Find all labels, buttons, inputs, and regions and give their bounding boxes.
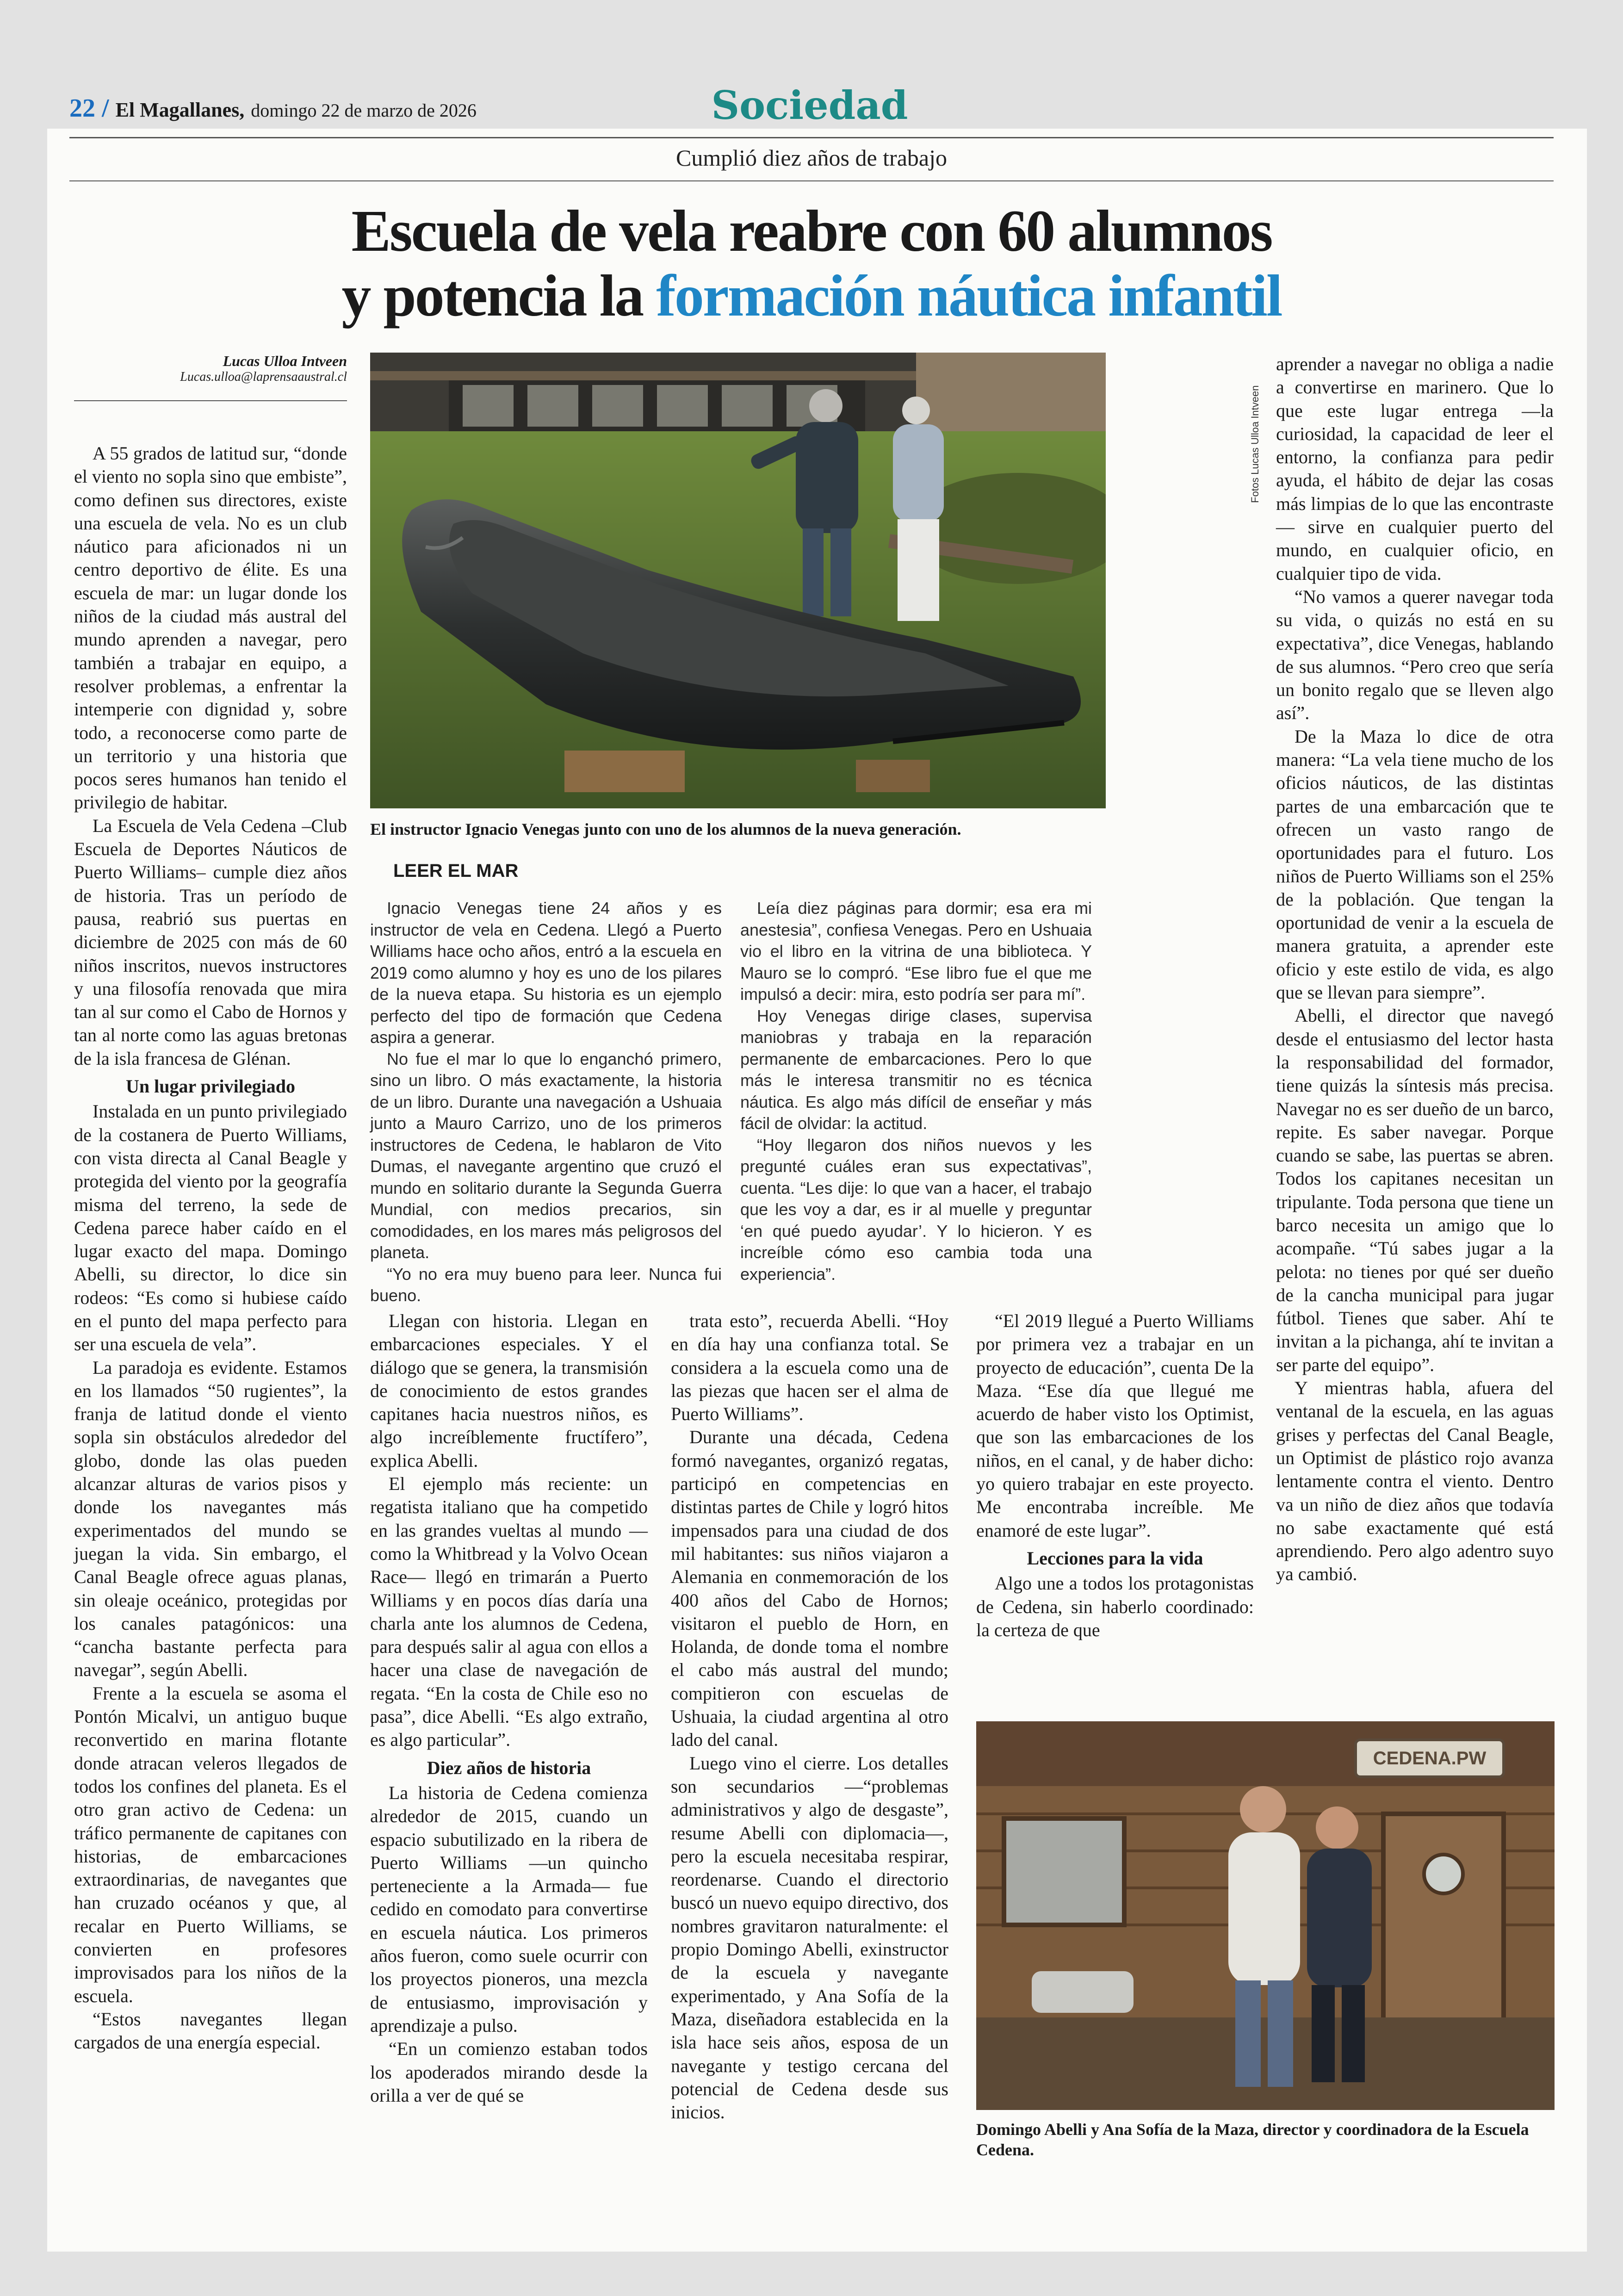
headline-plain: y potencia la xyxy=(341,263,657,329)
paragraph: Durante una década, Cedena formó navegantes, organizó regatas, participó en competencias en distintas partes de Chile y logró hitos impensados para una ciudad de dos mil habitantes: sus niños viajaron a Alemania en conmemoración de los 400 años del Cabo de Hornos; visitaron el pueblo de Horn, en Holanda, de donde toma el nombre el cabo más austral del mundo; compitieron con escuelas de Ushuaia, la ciudad argentina al otro lado del canal. xyxy=(671,1427,948,1750)
page-number: 22 xyxy=(69,94,95,123)
second-photo xyxy=(976,1721,1555,2110)
paragraph: Leía diez páginas para dormir; esa era mi anestesia”, confiesa Venegas. Pero en Ushuaia vio el libro en la vitrina de una biblioteca. Y Mauro se lo compró. “Ese libro fue el que me impulsó a decir: mira, esto podría ser para mí”. xyxy=(740,899,1092,1004)
paragraph: La paradoja es evidente. Estamos en los llamados “50 rugientes”, la franja de latitud donde el viento sopla sin obstáculos alrededor del globo, donde las olas pueden alcanzar alturas de varios pisos y donde los navegantes más experimentados del mundo se juegan la vida. Sin embargo, el Canal Beagle ofrece aguas planas, sin oleaje oceánico, protegidas por los canales patagónicos: una “cancha bastante perfecta para navegar”, según Abelli. xyxy=(74,1357,347,1681)
paragraph: Instalada en un punto privilegiado de la costanera de Puerto Williams, con vista directa al Canal Beagle y protegida del viento por la geografía misma del terreno, la sede de Cedena parece haber caído en el lugar exacto del mapa. Domingo Abelli, su director, lo dice sin rodeos: “Es como si hubiese caído en el punto del mapa perfecto para ser una escuela de vela”. xyxy=(74,1101,347,1355)
paragraph: La Escuela de Vela Cedena –Club Escuela de Deportes Náuticos de Puerto Williams– cumple diez años de historia. Tras un período de pausa, reabrió sus puertas en diciembre de 2025 con más de 60 niños inscritos, nuevos instructores y una filosofía renovada que mira tan al sur como el Cabo de Hornos y tan al norte como las aguas bretonas de la isla francesa de Glénan. xyxy=(74,815,347,1069)
paragraph: No fue el mar lo que lo enganchó primero, sino un libro. O más exactamente, la historia de un libro. Durante una navegación a Ushuaia junto a Mauro Carrizo, uno de los primeros instructores de Cedena, le hablaron de Vito Dumas, el navegante argentino que cruzó el mundo en solitario durante la Segunda Guerra Mundial, con medios precarios, sin comodidades, en los mares más peligrosos del planeta. xyxy=(370,1049,722,1262)
sidebar-title: LEER EL MAR xyxy=(393,861,519,881)
paragraph: “Yo no era muy bueno para leer. Nunca fui bueno. xyxy=(370,1264,722,1305)
paragraph: A 55 grados de latitud sur, “donde el viento no sopla sino que embiste”, como definen sus directores, existe una escuela de vela. No es un club náutico para aficionados ni un centro deportivo de élite. Es una escuela de mar: un lugar donde los niños de la ciudad más austral del mundo aprenden a navegar, pero también a trabajar en equipo, a resolver problemas, a enfrentar la intemperie con dignidad y, sobre todo, a reconocerse como parte de un territorio y una historia que pocos seres humanos han tenido el privilegio de habitar. xyxy=(74,443,347,813)
headline-line-1: Escuela de vela reabre con 60 alumnos xyxy=(351,198,1272,264)
paragraph: Ignacio Venegas tiene 24 años y es instructor de vela en Cedena. Llegó a Puerto Williams hace ocho años, entró a la escuela en 2019 como alumno y hoy es uno de los pilares de la nueva etapa. Su historia es un ejemplo perfecto del tipo de formación que Cedena aspira a generar. xyxy=(370,899,722,1047)
sidebar-column-b xyxy=(740,898,1092,1285)
paragraph: De la Maza lo dice de otra manera: “La vela tiene mucho de los oficios náuticos, de las distintas partes de una embarcación que te ofrecen un vasto rango de oportunidades para el futuro. Los niños de Puerto Williams son el 25% de la población. Que tengan la oportunidad de venir a la escuela de manera gratuita, a aprender este oficio y este estilo de vida, es algo que se llevan para siempre”. xyxy=(1276,726,1554,1003)
section-title: Sociedad xyxy=(711,82,908,128)
kicker-rule xyxy=(69,180,1554,181)
subheading: Lecciones para la vida xyxy=(1027,1547,1203,1569)
paragraph: aprender a navegar no obliga a nadie a convertirse en marinero. Que lo que este lugar entrega —la curiosidad, la capacidad de leer el entorno, la confianza para pedir ayuda, el hábito de dejar las cosas más limpias de lo que las encontraste— sirve en cualquier puerto del mundo, en cualquier oficio, en cualquier tipo de vida. xyxy=(1276,354,1554,584)
paragraph: La historia de Cedena comienza alrededor de 2015, cuando un espacio subutilizado en la ribera de Puerto Williams —un quincho perteneciente a la Armada— fue cedido en comodato para convertirse en escuela náutica. Los primeros años fueron, como suele ocurrir con los proyectos pioneros, una mezcla de entusiasmo, improvisación y aprendizaje a pulso. xyxy=(370,1782,648,2036)
main-photo xyxy=(370,353,1106,808)
photo-credit: Fotos Lucas Ulloa Intveen xyxy=(1249,385,1261,503)
byline xyxy=(74,353,347,385)
author-name: Lucas Ulloa Intveen xyxy=(223,353,347,369)
author-email: Lucas.ulloa@laprensaaustral.cl xyxy=(180,370,347,384)
directors-photo-illustration xyxy=(976,1721,1555,2110)
article-kicker: Cumplió diez años de trabajo xyxy=(676,145,947,171)
paragraph: “En un comienzo estaban todos los apoderados mirando desde la orilla a ver de qué se xyxy=(370,2038,648,2106)
page-header xyxy=(69,93,477,123)
paragraph: Hoy Venegas dirige clases, supervisa maniobras y trabaja en la reparación permanente de embarcaciones. Pero lo que más le interesa transmitir no es técnica náutica. Es algo más difícil de enseñar y más fácil de olvidar: la actitud. xyxy=(740,1006,1092,1133)
publication-date: domingo 22 de marzo de 2026 xyxy=(251,100,477,121)
main-photo-caption: El instructor Ignacio Venegas junto con uno de los alumnos de la nueva generación. xyxy=(370,820,961,838)
header-separator: / xyxy=(102,94,109,123)
column-5 xyxy=(1276,353,1554,1586)
paragraph: Y mientras habla, afuera del ventanal de la escuela, en las aguas grises y perfectas del Canal Beagle, un Optimist de plástico rojo avanza lentamente contra el viento. Dentro va un niño de diez años que todavía no sabe exactamente qué está aprendiendo. Pero algo adentro suyo ya cambió. xyxy=(1276,1378,1554,1585)
paragraph: El ejemplo más reciente: un regatista italiano que ha competido en las grandes vueltas al mundo —como la Whitbread y la Volvo Ocean Race— llegó en trimarán a Puerto Williams y en pocos días daría una charla ante los alumnos de Cedena, para después salir al agua con ellos a hacer una clase de navegación de regata. “En la costa de Chile eso no pasa”, dice Abelli. “Es algo extraño, es algo particular”. xyxy=(370,1473,648,1750)
student-figure xyxy=(893,397,944,621)
headline-line-2 xyxy=(139,264,1484,328)
paragraph: Frente a la escuela se asoma el Pontón Micalvi, un antiguo buque reconvertido en marina flotante donde atracan veleros llegados de todos los confines del planeta. Es el otro gran activo de Cedena: un tráfico permanente de capitanes con historias, de embarcaciones extraordinarias, de navegantes que han cruzado océanos y que, al recalar en Puerto Williams, se convierten en profesores improvisados para los niños de la escuela. xyxy=(74,1682,347,2006)
top-rule xyxy=(69,137,1554,138)
paragraph: “No vamos a querer navegar toda su vida, o quizás no está en su expectativa”, dice Venegas, hablando de sus alumnos. “Pero creo que sería un bonito regalo que se lleven algo así”. xyxy=(1276,586,1554,724)
second-photo-caption: Domingo Abelli y Ana Sofía de la Maza, director y coordinadora de la Escuela Cedena. xyxy=(976,2120,1529,2159)
column-1 xyxy=(74,442,347,2054)
paragraph: Luego vino el cierre. Los detalles son secundarios —“problemas administrativos y algo de desgaste”, resume Abelli con diplomacia—, pero la escuela necesitaba respirar, reordenarse. Cuando el directorio buscó un nuevo equipo directivo, dos nombres gravitaron naturalmente: el propio Domingo Abelli, exinstructor de la escuela y navegante experimentado, y Ana Sofía de la Maza, diseñadora establecida en la isla hace seis años, esposa de un navegante y testigo cercana del potencial de Cedena desde sus inicios. xyxy=(671,1752,948,2123)
paragraph: “El 2019 llegué a Puerto Williams por primera vez a trabajar en un proyecto de educación”, cuenta De la Maza. “Ese día que llegué me acuerdo de haber visto los Optimist, que son las embarcaciones de los niños, en el canal, y de haber dicho: yo quiero trabajar en este proyecto. Me encontraba increíble. Me enamoré de este lugar”. xyxy=(976,1310,1254,1541)
paragraph: Llegan con historia. Llegan en embarcaciones especiales. Y el diálogo que se genera, la transmisión de conocimiento de estos grandes capitanes hacia nuestros niños, es algo increíblemente fructífero”, explica Abelli. xyxy=(370,1310,648,1471)
subheading: Diez años de historia xyxy=(427,1757,591,1778)
boat-photo-illustration xyxy=(370,353,1106,808)
byline-rule xyxy=(74,400,347,401)
newspaper-name: El Magallanes, xyxy=(115,99,245,121)
paragraph: “Hoy llegaron dos niños nuevos y les pregunté cuáles eran sus expectativas”, cuenta. “Les dije: lo que van a hacer, el trabajo que les voy a dar, es ir al muelle y preguntar ‘en qué puedo ayudar’. Y lo hicieron. Y es increíble cómo eso cambia toda una experiencia”. xyxy=(740,1135,1092,1284)
column-3 xyxy=(671,1309,948,2124)
column-4 xyxy=(976,1309,1254,1642)
paragraph: Algo une a todos los protagonistas de Cedena, sin haberlo coordinado: la certeza de que xyxy=(976,1573,1254,1640)
paragraph: Abelli, el director que navegó desde el entusiasmo del lector hasta la responsabilidad del formador, tiene quizás la síntesis más precisa. Navegar no es ser dueño de un barco, repite. Es saber navegar. Porque cuando se sabe, las puertas se abren. Todos los capitanes necesitan un tripulante. Toda persona que tiene un barco necesita un amigo que lo acompañe. “Tú sabes jugar a la pelota: no tienes por qué ser dueño de la cancha municipal para jugar fútbol. Tienes que saber. Ahí te invitan a la pichanga, ahí te invitan a ser parte del equipo”. xyxy=(1276,1005,1554,1375)
paragraph: trata esto”, recuerda Abelli. “Hoy en día hay una confianza total. Se considera a la escuela como una de las piezas que hacen ser el alma de Puerto Williams”. xyxy=(671,1310,948,1425)
school-sign: CEDENA.PW xyxy=(1373,1748,1487,1769)
headline-highlight: formación náutica infantil xyxy=(656,263,1282,329)
sidebar-column-a xyxy=(370,898,722,1307)
subheading: Un lugar privilegiado xyxy=(126,1076,295,1097)
column-2 xyxy=(370,1309,648,2107)
paragraph: “Estos navegantes llegan cargados de una energía especial. xyxy=(74,2008,347,2053)
